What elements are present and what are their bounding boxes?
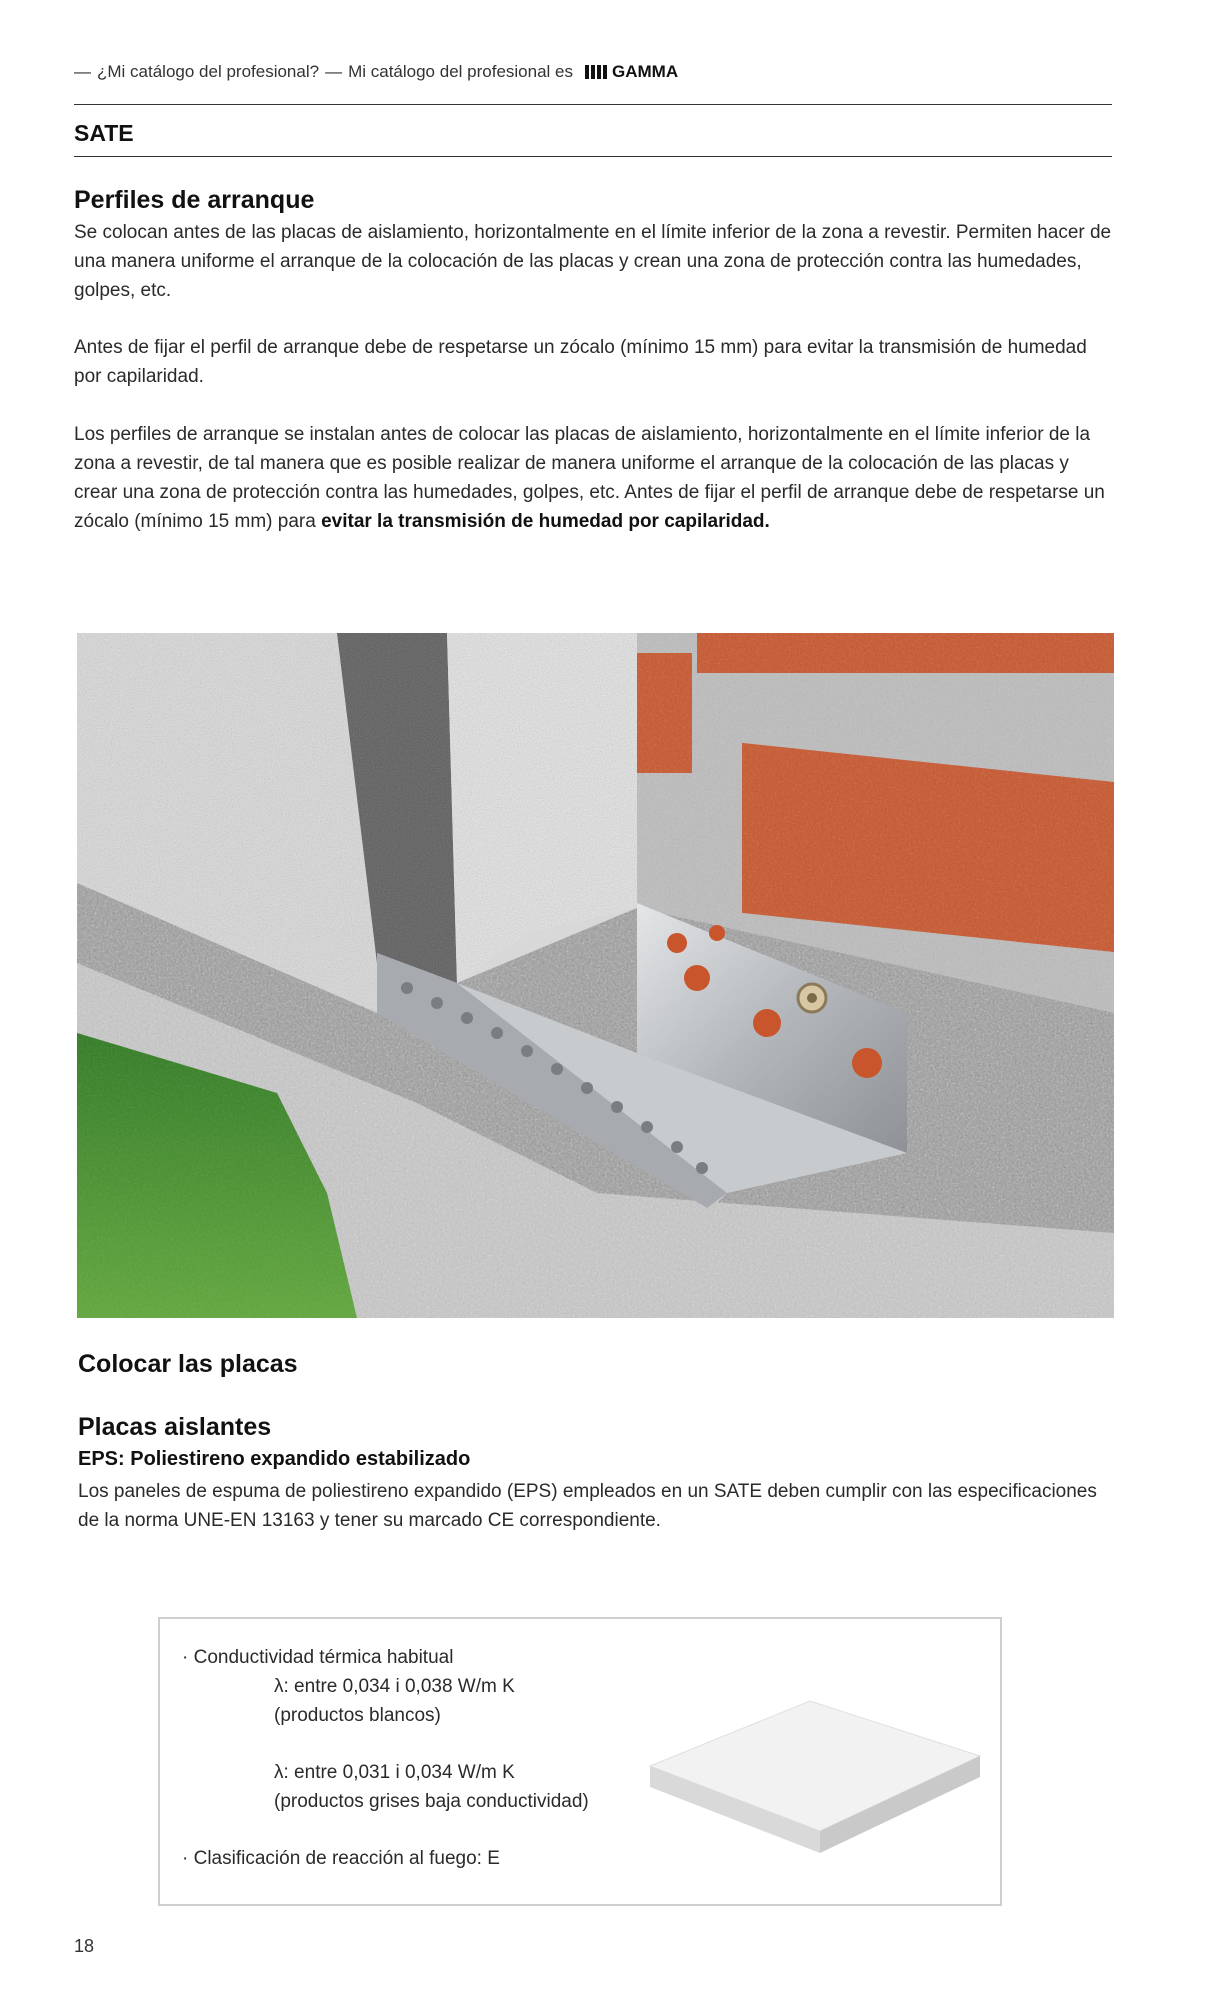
spec-note-grey: (productos grises baja conductividad): [274, 1791, 589, 1812]
eps-board-image: [640, 1671, 990, 1861]
spec-lambda-grey: λ: entre 0,031 i 0,034 W/m K: [274, 1762, 515, 1783]
spec-lambda-white: λ: entre 0,034 i 0,038 W/m K: [274, 1676, 515, 1697]
perfiles-paragraph-3-text: Los perfiles de arranque se instalan antes de colocar las placas de aislamiento, horizontalmente en el límite inferior de la zona a revestir, de tal manera que es posible realizar de manera uniforme el arranque de la colocación de las placas y crear una zona de protección contra las humedades, golpes, etc. Antes de fijar el perfil de arranque debe de respetarse un zócalo (mínimo 15 mm) para: [74, 424, 1105, 532]
header-rule-top: [74, 104, 1112, 105]
perfiles-paragraph-3: [74, 420, 1114, 536]
perfiles-title: Perfiles de arranque: [74, 186, 315, 214]
perfiles-paragraph-2: Antes de fijar el perfil de arranque debe de respetarse un zócalo (mínimo 15 mm) para evitar la transmisión de humedad por capilaridad.: [74, 337, 1087, 387]
gamma-logo-icon: [585, 65, 607, 79]
perfiles-paragraph-1: Se colocan antes de las placas de aislamiento, horizontalmente en el límite inferior de la zona a revestir. Permiten hacer de una manera uniforme el arranque de la colocación de las placas y crean una zona de protección contra las humedades, golpes, etc.: [74, 222, 1112, 301]
section-label: SATE: [74, 120, 134, 146]
starter-profile-illustration: [77, 633, 1114, 1318]
colocar-title: Colocar las placas: [78, 1350, 298, 1378]
spec-conductivity: · Conductividad térmica habitual: [182, 1647, 454, 1668]
spec-note-white: (productos blancos): [274, 1705, 441, 1726]
starter-profile-photo: [77, 633, 1114, 1318]
header-rule-bottom: [74, 156, 1112, 157]
perfiles-paragraph-3-bold: evitar la transmisión de humedad por capilaridad.: [321, 511, 770, 532]
placas-title: Placas aislantes: [78, 1413, 272, 1441]
header-tagline: [74, 62, 678, 82]
placas-subtitle: EPS: Poliestireno expandido estabilizado: [78, 1448, 471, 1470]
page-number: 18: [74, 1936, 95, 1956]
spec-fire-class: · Clasificación de reacción al fuego: E: [182, 1848, 500, 1869]
brand-lockup: [585, 62, 678, 82]
header-answer: Mi catálogo del profesional es: [348, 62, 573, 81]
eps-specs-box: [158, 1617, 1002, 1906]
header-dash: —: [325, 62, 343, 81]
header-question: ¿Mi catálogo del profesional?: [97, 62, 320, 81]
header-dash: —: [74, 62, 91, 81]
placas-paragraph: Los paneles de espuma de poliestireno expandido (EPS) empleados en un SATE deben cumplir con las especificaciones de la norma UNE-EN 13163 y tener su marcado CE correspondiente.: [78, 1481, 1097, 1531]
brand-name: GAMMA: [612, 62, 679, 81]
